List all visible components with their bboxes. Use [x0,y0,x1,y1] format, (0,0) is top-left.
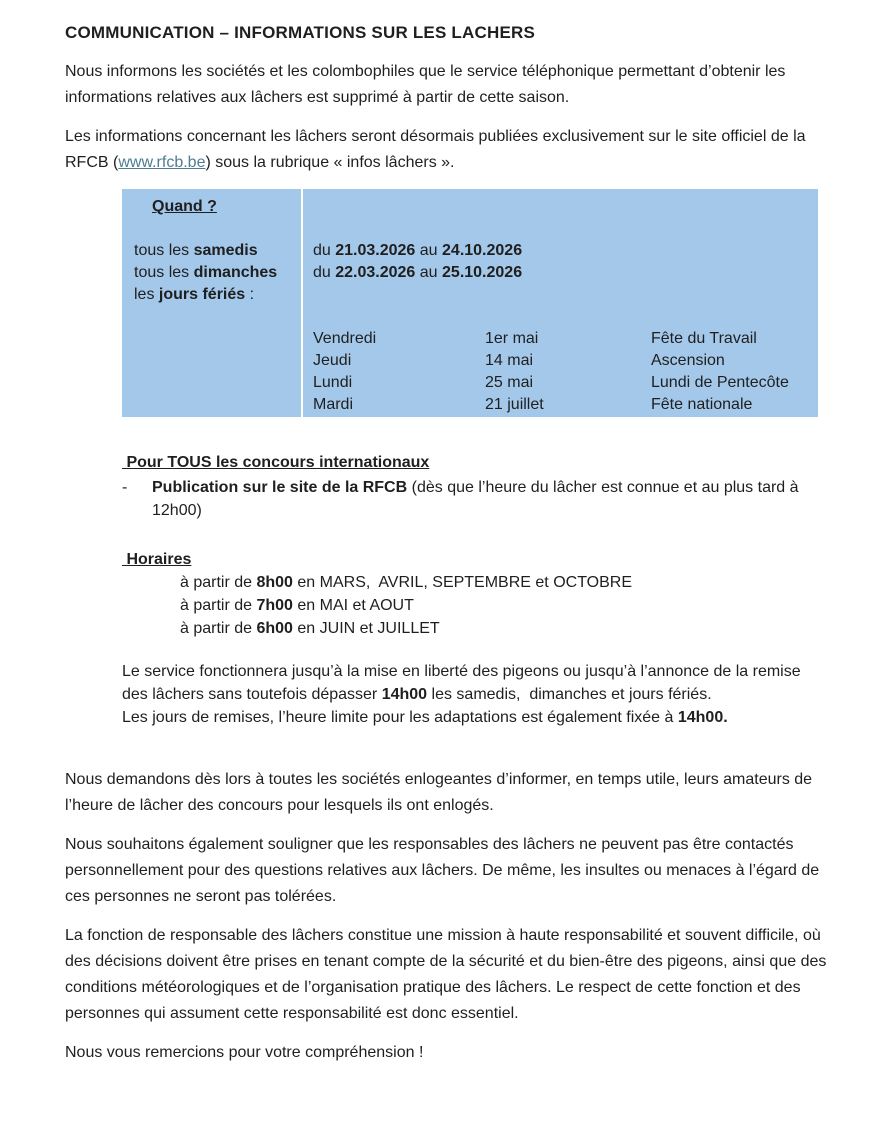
remises-paragraph: Les jours de remises, l’heure limite pour les adaptations est également fixée à 14h00. [122,709,728,726]
schedule-when-column [122,189,303,417]
international-heading: Pour TOUS les concours internationaux [122,454,430,471]
bullet-dash: - [122,479,128,496]
holiday-row [313,372,818,394]
holiday-row [313,328,818,350]
details-section [122,451,833,729]
holiday-day: Lundi [313,374,353,391]
service-hours-paragraph: Le service fonctionnera jusqu’à la mise en liberté des pigeons ou jusqu’à l’annonce de la remise des lâchers sans toutefois dépasser 14h00 les samedis, dimanches et jours fériés. [122,663,806,703]
intro-paragraph-website: Les informations concernant les lâchers seront désormais publiées exclusivement sur le site officiel de la RFCB (www.rfcb.be) sous la rubrique « infos lâchers ». [65,128,810,171]
closing-paragraph-responsables: Nous souhaitons également souligner que les responsables des lâchers ne peuvent pas être contactés personnellement pour des questions relatives aux lâchers. De même, les insultes ou menaces à l’égard de ces personnes ne seront pas tolérées. [65,836,824,905]
schedule-label-samedis: tous les samedis [134,242,258,259]
rfcb-link[interactable]: www.rfcb.be [118,154,206,171]
schedule-label-dimanches: tous les dimanches [134,264,278,281]
international-bullet-text: Publication sur le site de la RFCB (dès que l’heure du lâcher est connue et au plus tard à 12h00) [152,479,803,519]
schedule-header-quand: Quand ? [152,198,217,215]
schedule-table [122,189,818,417]
holiday-date: 25 mai [485,374,534,391]
holiday-name: Lundi de Pentecôte [651,374,789,391]
horaires-line-mai: à partir de 7h00 en MAI et AOUT [180,597,414,614]
horaires-heading: Horaires [122,551,192,568]
schedule-dates-dimanches: du 22.03.2026 au 25.10.2026 [313,264,523,281]
schedule-dates-column [303,189,818,417]
schedule-label-jours-feries: les jours fériés : [134,286,255,303]
holiday-day: Vendredi [313,330,377,347]
horaires-line-mars: à partir de 8h00 en MARS, AVRIL, SEPTEMBRE et OCTOBRE [180,574,633,591]
closing-paragraph-merci: Nous vous remercions pour votre compréhension ! [65,1044,424,1061]
holiday-row [313,394,818,416]
international-bullet [122,476,811,522]
closing-paragraph-fonction: La fonction de responsable des lâchers constitue une mission à haute responsabilité et souvent difficile, où des décisions doivent être prises en tenant compte de la sécurité et du bien-être des pigeons, ainsi que des conditions météorologiques et de l’organisation pratique des lâchers. Le respect de cette fonction et des personnes qui assument cette responsabilité est donc essentiel. [65,927,831,1022]
schedule-dates-samedis: du 21.03.2026 au 24.10.2026 [313,242,523,259]
holiday-name: Fête du Travail [651,330,757,347]
page-title: COMMUNICATION – INFORMATIONS SUR LES LACHERS [65,23,535,42]
holiday-name: Fête nationale [651,396,753,413]
holiday-date: 14 mai [485,352,534,369]
holiday-row [313,350,818,372]
holiday-day: Mardi [313,396,354,413]
holiday-date: 21 juillet [485,396,544,413]
holiday-name: Ascension [651,352,725,369]
holiday-day: Jeudi [313,352,352,369]
horaires-line-juin: à partir de 6h00 en JUIN et JUILLET [180,620,440,637]
holiday-date: 1er mai [485,330,539,347]
intro-paragraph-phone-service: Nous informons les sociétés et les colombophiles que le service téléphonique permettant d’obtenir les informations relatives aux lâchers est supprimé à partir de cette saison. [65,63,790,106]
closing-paragraph-societes: Nous demandons dès lors à toutes les sociétés enlogeantes d’informer, en temps utile, leurs amateurs de l’heure de lâcher des concours pour lesquels ils ont enlogés. [65,771,817,814]
